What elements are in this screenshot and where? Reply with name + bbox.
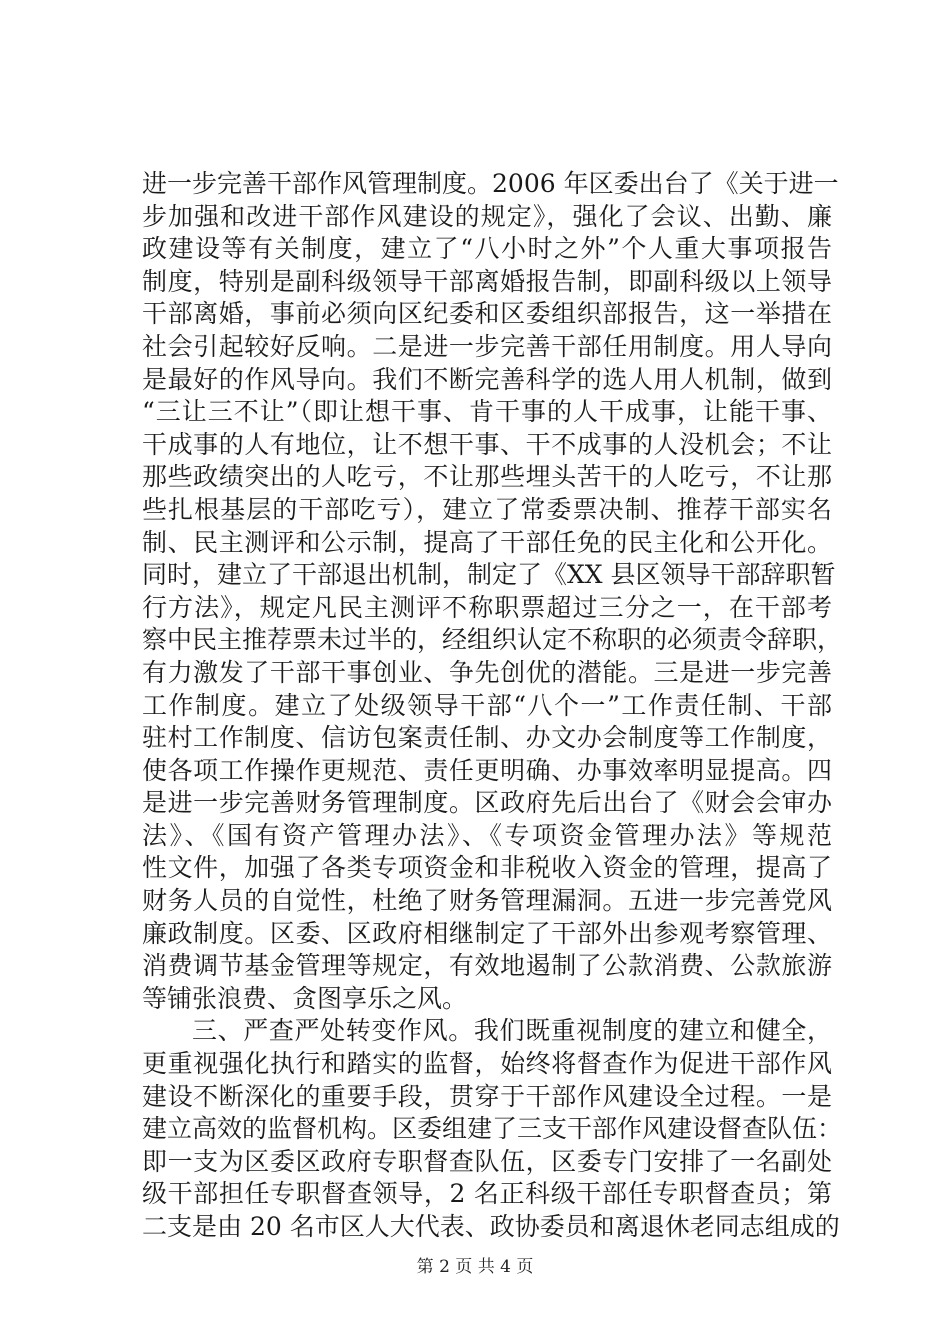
paragraph-line: 更重视强化执行和踏实的监督，始终将督查作为促进干部作风 — [142, 1049, 832, 1079]
paragraph-line: 建立高效的监督机构。区委组建了三支干部作风建设督查队伍： — [142, 1114, 843, 1144]
paragraph-line: 是最好的作风导向。我们不断完善科学的选人用人机制，做到 — [142, 364, 832, 394]
paragraph-line: 制度，特别是副科级领导干部离婚报告制，即副科级以上领导 — [142, 266, 832, 296]
paragraph-line: 行方法》，规定凡民主测评不称职票超过三分之一，在干部考 — [142, 592, 832, 622]
paragraph-line: 廉政制度。区委、区政府相继制定了干部外出参观考察管理、 — [142, 918, 832, 948]
paragraph-line: 二支是由 20 名市区人大代表、政协委员和离退休老同志组成的 — [142, 1212, 840, 1241]
paragraph-line: 那些政绩突出的人吃亏，不让那些埋头苦干的人吃亏，不让那 — [142, 462, 832, 492]
page-footer: 第 2 页 共 4 页 — [416, 1257, 534, 1277]
paragraph-line: 消费调节基金管理等规定，有效地遏制了公款消费、公款旅游 — [142, 951, 832, 981]
paragraph-line: 财务人员的自觉性，杜绝了财务管理漏洞。五进一步完善党风 — [142, 886, 832, 916]
paragraph-line: 是进一步完善财务管理制度。区政府先后出台了《财会会审办 — [142, 788, 832, 818]
paragraph-line: 制、民主测评和公示制，提高了干部任免的民主化和公开化。 — [142, 527, 832, 557]
paragraph-line: 使各项工作操作更规范、责任更明确、办事效率明显提高。四 — [142, 755, 832, 785]
document-body — [142, 168, 843, 1244]
paragraph-line: 级干部担任专职督查领导，2 名正科级干部任专职督查员；第 — [142, 1179, 832, 1209]
paragraph-line: 建设不断深化的重要手段，贯穿于干部作风建设全过程。一是 — [142, 1081, 832, 1111]
paragraph-line: 工作制度。建立了处级领导干部“八个一”工作责任制、干部 — [142, 690, 832, 720]
paragraph-line: 干成事的人有地位，让不想干事、干不成事的人没机会；不让 — [142, 429, 832, 459]
paragraph-line: 即一支为区委区政府专职督查队伍，区委专门安排了一名副处 — [142, 1146, 832, 1176]
paragraph-line: 步加强和改进干部作风建设的规定》，强化了会议、出勤、廉 — [142, 201, 832, 231]
paragraph-line: 进一步完善干部作风管理制度。2006 年区委出台了《关于进一 — [142, 169, 839, 198]
paragraph-line: 有力激发了干部干事创业、争先创优的潜能。三是进一步完善 — [142, 657, 832, 687]
paragraph-line: 些扎根基层的干部吃亏），建立了常委票决制、推荐干部实名 — [142, 494, 832, 524]
paragraph-line: 察中民主推荐票未过半的，经组织认定不称职的必须责令辞职， — [142, 625, 843, 655]
paragraph-line: 等铺张浪费、贪图享乐之风。 — [142, 983, 468, 1013]
paragraph-line: 三、严查严处转变作风。我们既重视制度的建立和健全， — [192, 1016, 832, 1046]
paragraph-line: “三让三不让”（即让想干事、肯干事的人干成事，让能干事、 — [142, 397, 832, 427]
paragraph-line: 干部离婚，事前必须向区纪委和区委组织部报告，这一举措在 — [142, 299, 832, 329]
paragraph-line: 同时，建立了干部退出机制，制定了《XX 县区领导干部辞职暂 — [142, 560, 836, 590]
paragraph-line: 性文件，加强了各类专项资金和非税收入资金的管理，提高了 — [142, 853, 832, 883]
paragraph-line: 社会引起较好反响。二是进一步完善干部任用制度。用人导向 — [142, 331, 832, 361]
paragraph-line: 驻村工作制度、信访包案责任制、办文办会制度等工作制度， — [142, 723, 832, 753]
paragraph-line: 政建设等有关制度，建立了“八小时之外”个人重大事项报告 — [142, 234, 832, 264]
paragraph-line: 法》、《国有资产管理办法》、《专项资金管理办法》等规范 — [142, 820, 832, 850]
